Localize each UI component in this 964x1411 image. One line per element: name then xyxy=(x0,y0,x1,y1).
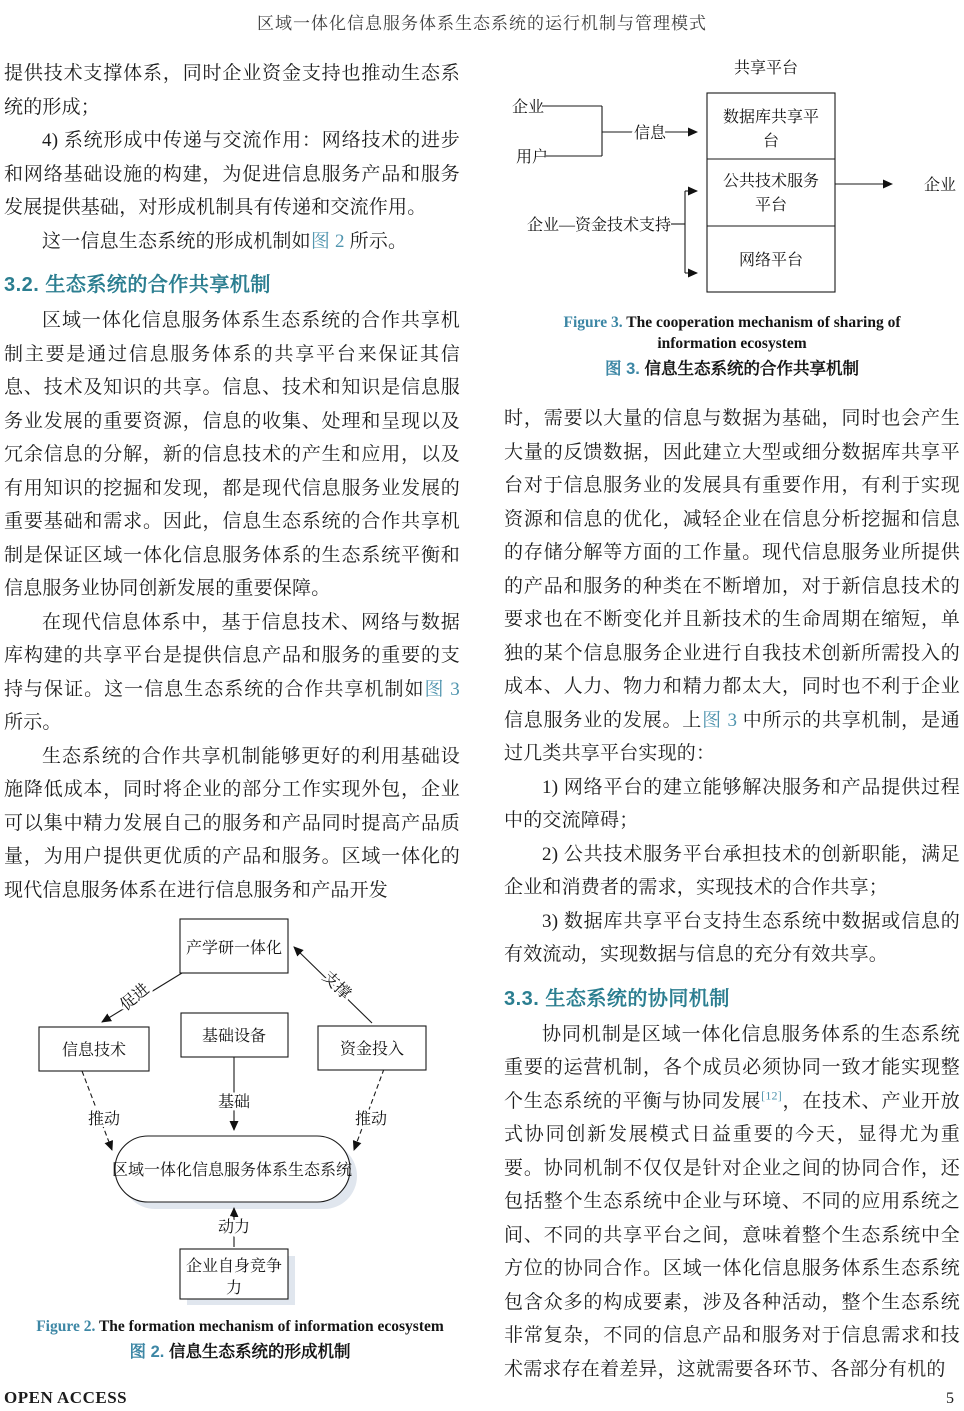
section-heading-3-3: 3.3. 生态系统的协同机制 xyxy=(504,987,730,1010)
citation-12-link[interactable]: [12] xyxy=(761,1088,782,1103)
figure3-caption-en-text: The cooperation mechanism of sharing of information ecosystem xyxy=(626,314,901,352)
figure2 xyxy=(20,911,460,1364)
node-label: 产学研一体化 xyxy=(185,940,283,957)
enterprise-label: 企业 xyxy=(511,99,545,116)
node-label: 基础设备 xyxy=(201,1028,267,1045)
node-label: 资金投入 xyxy=(339,1041,405,1058)
figure2-caption-en xyxy=(20,1316,460,1337)
figure3-caption xyxy=(504,312,960,381)
paragraph-text: 时，需要以大量的信息与数据为基础，同时也会产生大量的反馈数据，因此建立大型或细分数据库共享平台对于信息服务业的发展具有重要作用，有利于实现资源和信息的优化，减轻企业在信息分析挖掘和信息的存储分解等方面的工作量。现代信息服务业所提供的产品和服务的种类在不断增加，对于新信息技术的要求也在不断变化并且新技术的生命周期在缩短，单独的某个信息服务企业进行自我技术创新所需投入的成本、人力、物力和精力都太大，同时也不利于企业信息服务业的发展。上 xyxy=(504,408,960,731)
edge-label-push-left: 推动 xyxy=(87,1111,121,1128)
open-access-label: OPEN ACCESS xyxy=(4,1388,128,1407)
figure3-caption-zh-label: 图 3. xyxy=(605,360,640,378)
tech-service-platform-label: 平台 xyxy=(754,197,788,214)
figure2-caption-zh-text: 信息生态系统的形成机制 xyxy=(168,1343,351,1361)
figure2-caption-zh xyxy=(20,1340,460,1364)
right-column xyxy=(504,56,960,1386)
database-platform-label: 台 xyxy=(762,133,780,150)
list-item: 3) 数据库共享平台支持生态系统中数据或信息的有效流动，实现数据与信息的充分有效共享。 xyxy=(504,910,960,965)
paragraph xyxy=(504,1018,960,1387)
figure2-reference-link[interactable]: 图 2 xyxy=(310,230,345,252)
figure3-caption-en-label: Figure 3. xyxy=(563,314,623,331)
edge-label-support: 支撑 xyxy=(318,968,354,1003)
node-label: 区域一体化信息服务体系生态系统 xyxy=(111,1162,353,1179)
paragraph: 提供技术支撑体系，同时企业资金支持也推动生态系统的形成； xyxy=(4,63,460,118)
paragraph-text: 在现代信息体系中，基于信息技术、网络与数据库构建的共享平台是提供信息产品和服务的重要的支持与保证。这一信息生态系统的合作共享机制如 xyxy=(4,611,460,700)
node-label: 企业自身竞争 xyxy=(185,1258,283,1275)
figure2-diagram xyxy=(20,911,444,1305)
figure3-caption-zh-text: 信息生态系统的合作共享机制 xyxy=(644,360,859,378)
node-label: 信息技术 xyxy=(61,1042,127,1059)
info-label: 信息 xyxy=(633,125,667,142)
paragraph xyxy=(4,225,460,259)
paragraph-text: 中所示的共享机制，是通过几类共享平台实现的： xyxy=(504,709,960,764)
page-number: 5 xyxy=(946,1390,954,1407)
list-item: 2) 公共技术服务平台承担技术的创新职能，满足企业和消费者的需求，实现技术的合作共享； xyxy=(504,843,960,898)
edge-label-foundation: 基础 xyxy=(217,1094,251,1111)
list-item: 1) 网络平台的建立能够解决服务和产品提供过程中的交流障碍； xyxy=(504,776,960,831)
figure2-caption-zh-label: 图 2. xyxy=(129,1343,165,1361)
page-footer xyxy=(4,1388,954,1408)
tech-service-platform-label: 公共技术服务 xyxy=(722,173,820,190)
paragraph xyxy=(504,402,960,771)
figure3-reference-link[interactable]: 图 3 xyxy=(702,709,738,731)
user-label: 用户 xyxy=(515,149,549,166)
database-platform-label: 数据库共享平 xyxy=(722,109,820,126)
figure2-caption xyxy=(20,1316,460,1364)
edge-push-right xyxy=(354,1069,384,1150)
left-column xyxy=(4,57,460,1364)
enterprise-right-label: 企业 xyxy=(923,177,957,194)
network-platform-label: 网络平台 xyxy=(738,252,804,269)
edge-label-promote: 促进 xyxy=(117,980,153,1015)
paragraph: 生态系统的合作共享机制能够更好的利用基础设施降低成本，同时将企业的部分工作实现外包，企业可以集中精力发展自己的服务和产品同时提高产品质量，为用户提供更优质的产品和服务。区域一体化的现代信息服务体系在进行信息服务和产品开发 xyxy=(4,745,460,901)
paragraph: 4) 系统形成中传递与交流作用：网络技术的进步和网络基础设施的构建，为促进信息服务产品和服务发展提供基础，对形成机制具有传递和交流作用。 xyxy=(4,130,460,218)
figure3-diagram xyxy=(504,56,960,301)
edge-label-power: 动力 xyxy=(217,1219,251,1236)
paragraph: 区域一体化信息服务体系生态系统的合作共享机制主要是通过信息服务体系的共享平台来保证其信息、技术及知识的共享。信息、技术和知识是信息服务业发展的重要资源，信息的收集、处理和呈现以及冗余信息的分解，新的信息技术的产生和应用，以及有用知识的挖掘和发现，都是现代信息服务业发展的重要基础和需求。因此，信息生态系统的合作共享机制是保证区域一体化信息服务体系的生态系统平衡和信息服务业协同创新发展的重要保障。 xyxy=(4,310,460,599)
paragraph-text: 所示。 xyxy=(344,230,408,252)
running-head-title: 区域一体化信息服务体系生态系统的运行机制与管理模式 xyxy=(257,14,707,33)
figure2-caption-en-text: The formation mechanism of information ecosystem xyxy=(98,1318,444,1335)
edge-label-push-right: 推动 xyxy=(354,1111,388,1128)
figure3 xyxy=(504,56,960,381)
paragraph-text: 协同机制是区域一体化信息服务体系的生态系统重要的运营机制，各个成员必须协同一致才能实现整个生态系统的平衡与协同发展 xyxy=(504,1023,960,1112)
funding-support-label: 企业—资金技术支持 xyxy=(527,217,672,234)
figure3-caption-en xyxy=(504,312,960,354)
figure3-reference-link[interactable]: 图 3 xyxy=(424,678,460,700)
section-heading-3-2: 3.2. 生态系统的合作共享机制 xyxy=(4,274,271,296)
paragraph xyxy=(4,606,460,740)
node-label: 力 xyxy=(225,1280,243,1297)
shared-platform-title: 共享平台 xyxy=(733,60,799,77)
paragraph-text: 这一信息生态系统的形成机制如 xyxy=(42,230,311,252)
figure3-caption-zh xyxy=(504,357,960,381)
paragraph-text: 所示。 xyxy=(4,712,62,733)
figure2-caption-en-label: Figure 2. xyxy=(36,1318,96,1335)
paragraph-text: ，在技术、产业开放式协同创新发展模式日益重要的今天，显得尤为重要。协同机制不仅仅是针对企业之间的协同合作，还包括整个生态系统中企业与环境、不同的应用系统之间、不同的共享平台之间，意味着整个生态系统中全方位的协同合作。区域一体化信息服务体系生态系统包含众多的构成要素，涉及各种活动，整个生态系统非常复杂，不同的信息产品和服务对于信息需求和技术需求存在着差异，这就需要各环节、各部分有机的 xyxy=(504,1090,960,1380)
